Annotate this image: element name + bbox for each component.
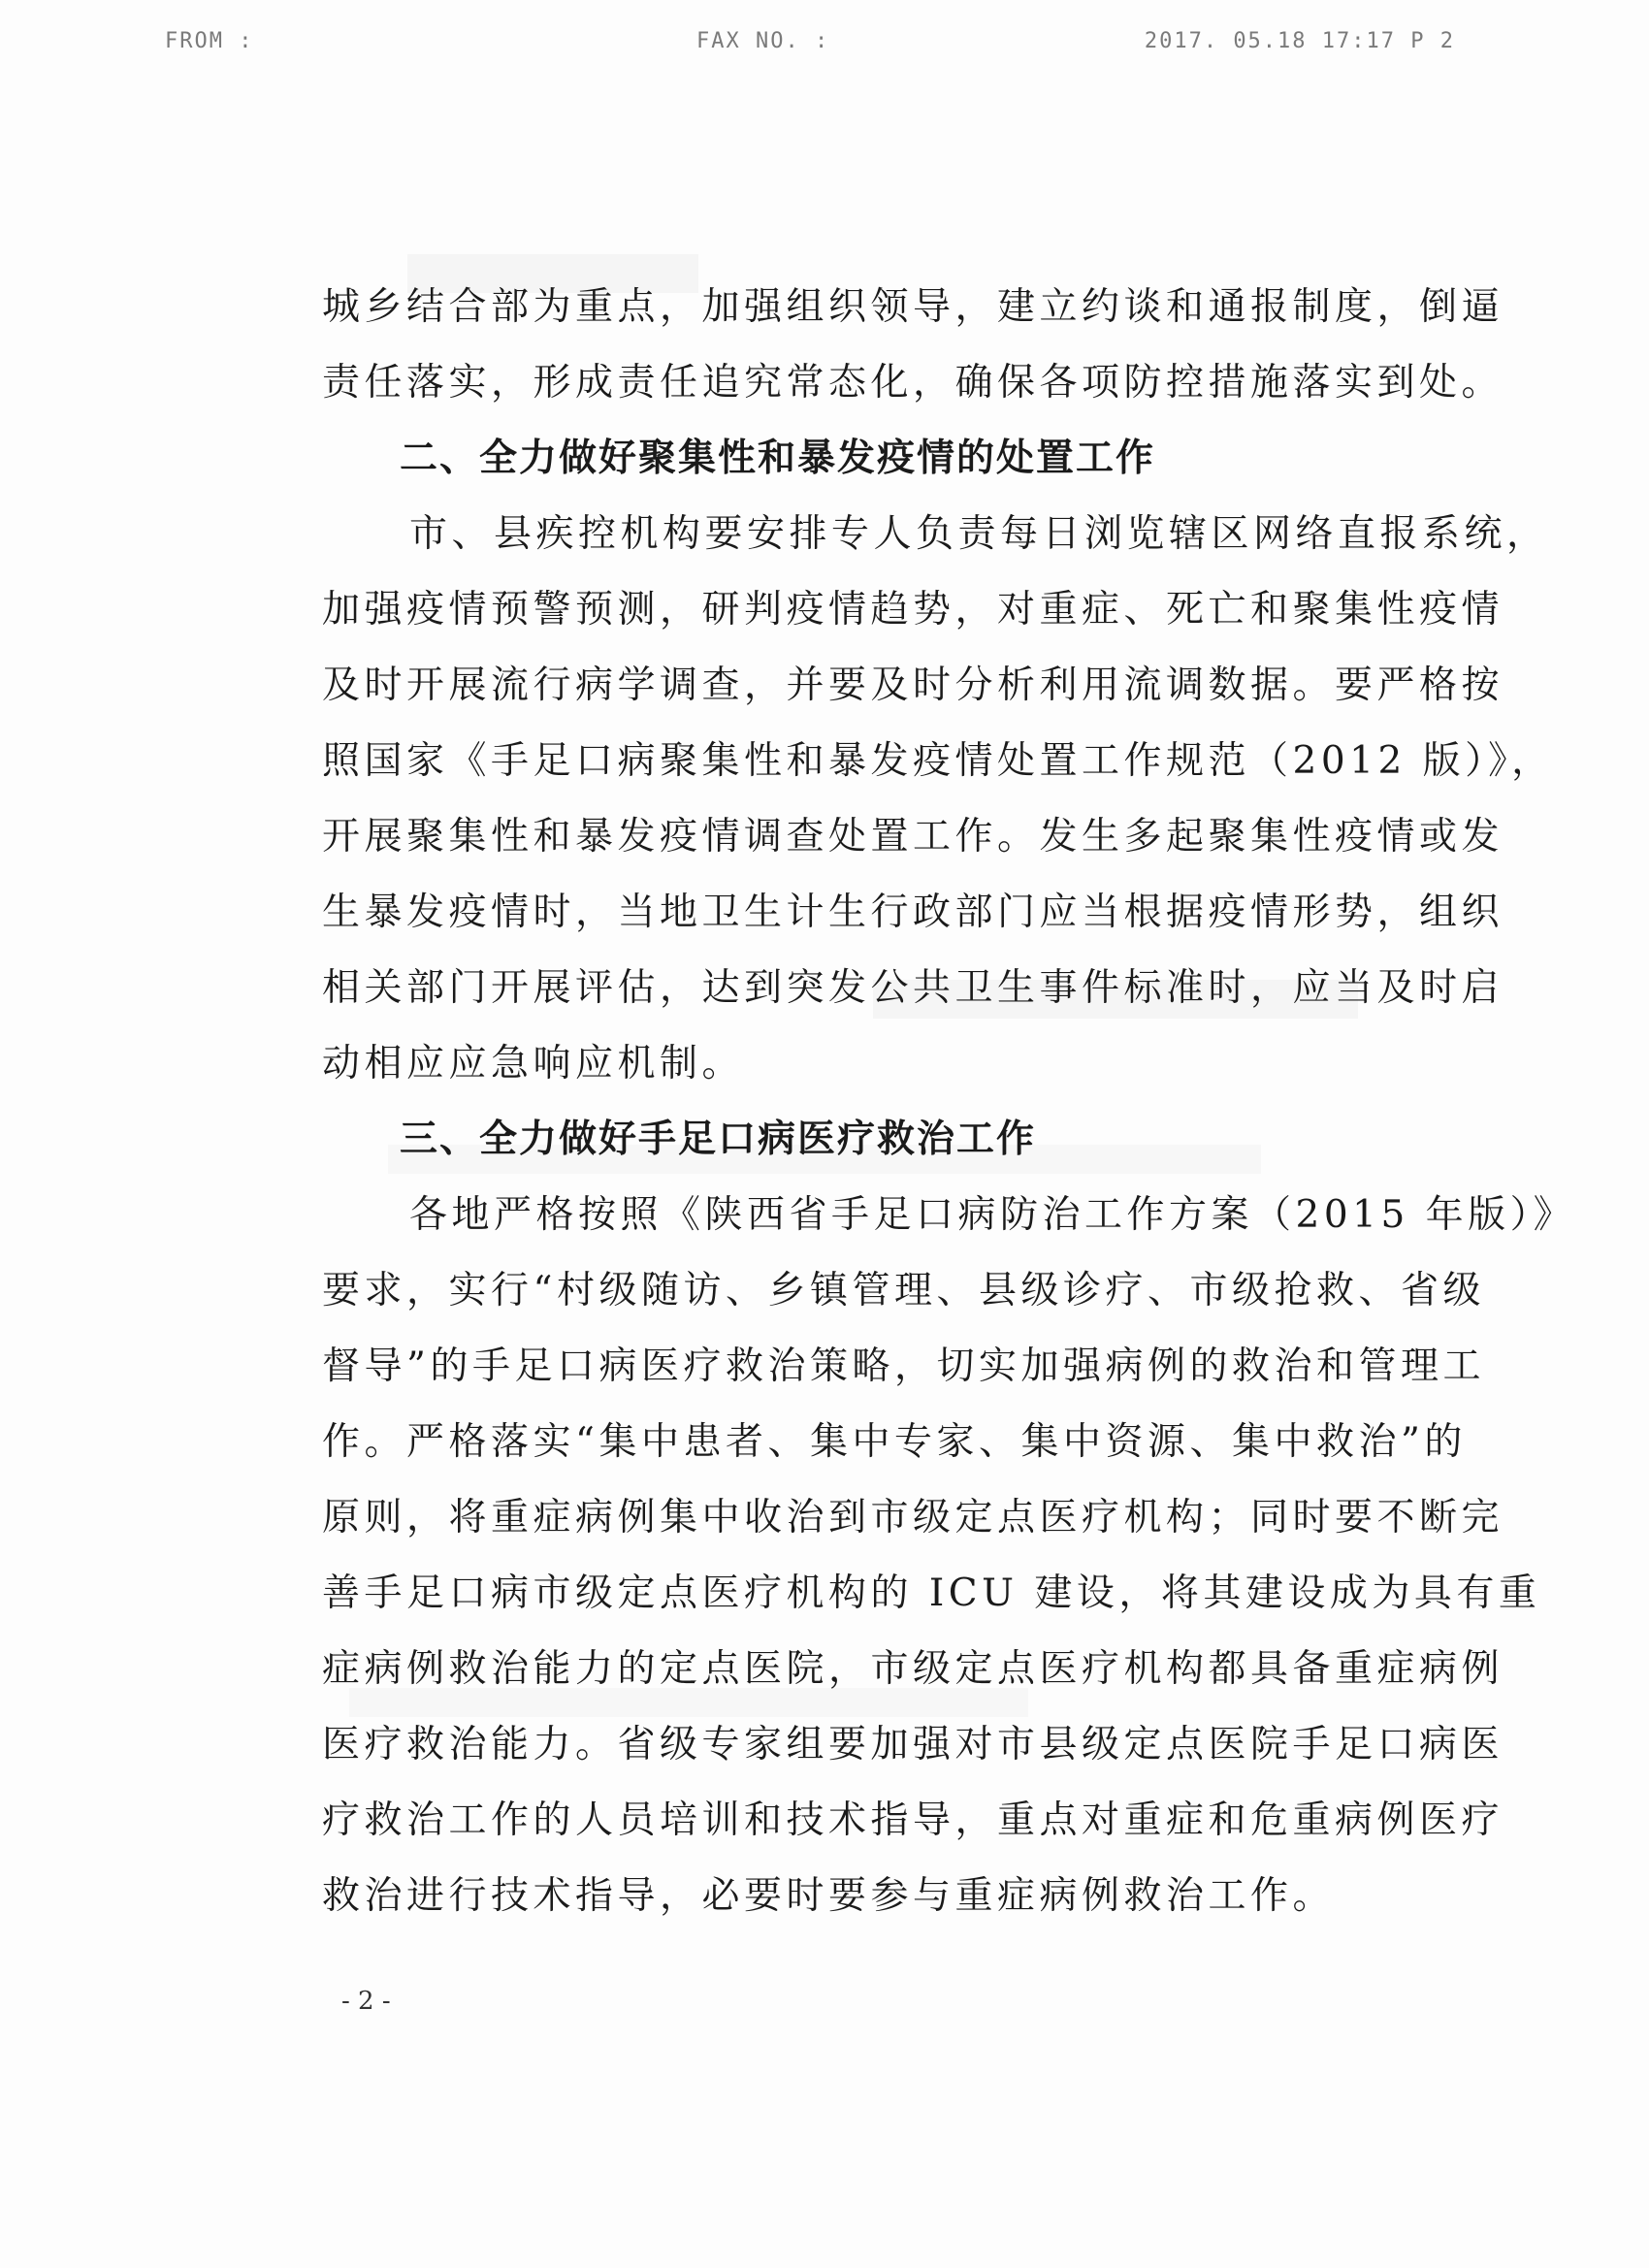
paragraph-line: 责任落实，形成责任追究常态化，确保各项防控措施落实到处。 — [322, 361, 1504, 405]
fax-from-label: FROM : — [165, 29, 254, 53]
paragraph-line: 疗救治工作的人员培训和技术指导，重点对重症和危重病例医疗 — [322, 1798, 1504, 1842]
paragraph-line: 各地严格按照《陕西省手足口病防治工作方案（2015 年版）》 — [409, 1193, 1576, 1237]
paragraph-line: 及时开展流行病学调查，并要及时分析利用流调数据。要严格按 — [322, 664, 1504, 707]
page-number: - 2 - — [341, 1987, 391, 2016]
paragraph-line: 城乡结合部为重点，加强组织领导，建立约谈和通报制度，倒逼 — [322, 285, 1504, 329]
paragraph-line: 市、县疾控机构要安排专人负责每日浏览辖区网络直报系统， — [409, 512, 1549, 556]
section-heading-3: 三、全力做好手足口病医疗救治工作 — [400, 1118, 1037, 1161]
fax-datetime: 2017. 05.18 17:17 P 2 — [1144, 29, 1455, 53]
section-heading-2: 二、全力做好聚集性和暴发疫情的处置工作 — [400, 437, 1156, 480]
paragraph-line: 相关部门开展评估，达到突发公共卫生事件标准时，应当及时启 — [322, 966, 1504, 1010]
paragraph-line: 救治进行技术指导，必要时要参与重症病例救治工作。 — [322, 1874, 1336, 1918]
fax-number-label: FAX NO. : — [696, 29, 830, 53]
paragraph-line: 善手足口病市级定点医疗机构的 ICU 建设，将其建设成为具有重 — [322, 1571, 1541, 1615]
paragraph-line: 医疗救治能力。省级专家组要加强对市县级定点医院手足口病医 — [322, 1723, 1504, 1766]
paragraph-line: 开展聚集性和暴发疫情调查处置工作。发生多起聚集性疫情或发 — [322, 815, 1504, 859]
paragraph-line: 原则，将重症病例集中收治到市级定点医疗机构；同时要不断完 — [322, 1496, 1504, 1539]
paragraph-line: 症病例救治能力的定点医院，市级定点医疗机构都具备重症病例 — [322, 1647, 1504, 1691]
paragraph-line: 动相应应急响应机制。 — [322, 1042, 745, 1085]
paragraph-line: 要求，实行“村级随访、乡镇管理、县级诊疗、市级抢救、省级 — [322, 1269, 1485, 1312]
paragraph-line: 加强疫情预警预测，研判疫情趋势，对重症、死亡和聚集性疫情 — [322, 588, 1504, 632]
paragraph-line: 生暴发疫情时，当地卫生计生行政部门应当根据疫情形势，组织 — [322, 891, 1504, 934]
paragraph-line: 作。严格落实“集中患者、集中专家、集中资源、集中救治”的 — [322, 1420, 1467, 1464]
document-body — [322, 270, 1576, 1934]
fax-header — [165, 29, 1455, 58]
paragraph-line: 照国家《手足口病聚集性和暴发疫情处置工作规范（2012 版）》， — [322, 739, 1554, 783]
paragraph-line: 督导”的手足口病医疗救治策略，切实加强病例的救治和管理工 — [322, 1345, 1485, 1388]
